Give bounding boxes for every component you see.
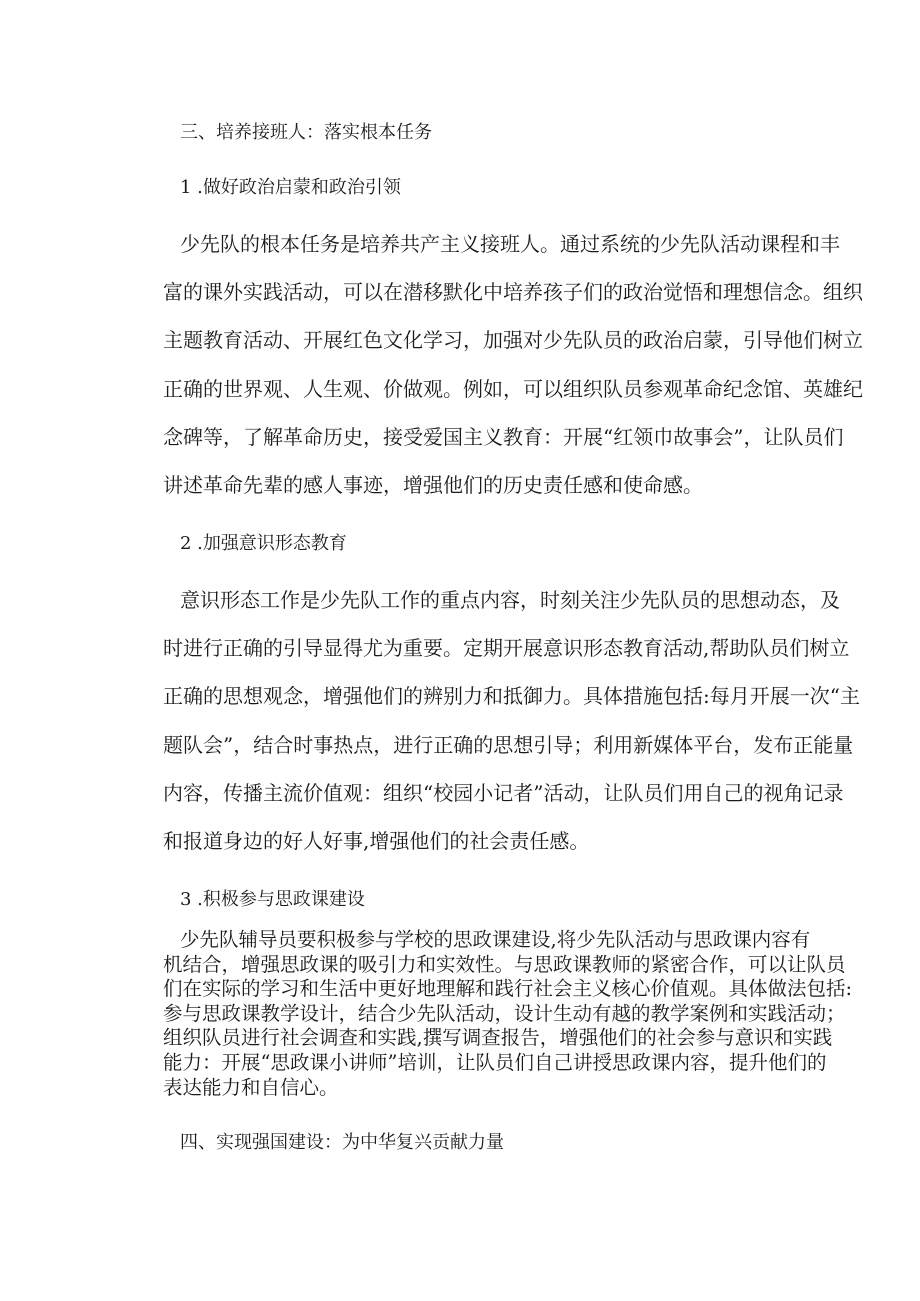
paragraph-line: 题队会”，结合时事热点，进行正确的思想引导；利用新媒体平台，发布正能量 [163, 732, 854, 757]
paragraph-line: 少先队辅导员要积极参与学校的思政课建设,将少先队活动与思政课内容有 [180, 928, 811, 951]
paragraph-line: 正确的思想观念，增强他们的辨别力和抵御力。具体措施包括:每月开展一次“主 [163, 684, 860, 709]
paragraph-line: 讲述革命先辈的感人事迹，增强他们的历史责任感和使命感。 [163, 472, 703, 497]
paragraph-line: 念碑等，了解革命历史，接受爱国主义教育：开展“红领巾故事会”，让队员们 [163, 424, 844, 449]
paragraph-line: 机结合，增强思政课的吸引力和实效性。与思政课教师的紧密合作，可以让队员 [163, 952, 846, 976]
paragraph-line: 能力：开展“思政课小讲师”培训，让队员们自己讲授思政课内容，提升他们的 [163, 1050, 827, 1074]
paragraph-3 [163, 928, 853, 1100]
subheading-2: 2 .加强意识形态教育 [180, 533, 347, 554]
subheading-3: 3 .积极参与思政课建设 [180, 889, 365, 910]
paragraph-line: 表达能力和自信心。 [163, 1075, 339, 1099]
paragraph-line: 和报道身边的好人好事,增强他们的社会责任感。 [163, 828, 590, 853]
paragraph-line: 参与思政课教学设计，结合少先队活动，设计生动有越的教学案例和实践活动； [163, 1001, 846, 1025]
paragraph-1 [163, 232, 863, 521]
paragraph-line: 内容，传播主流价值观：组织“校园小记者”活动，让队员们用自己的视角记录 [163, 780, 844, 805]
paragraph-line: 富的课外实践活动，可以在潜移默化中培养孩子们的政治觉悟和理想信念。组织 [163, 280, 863, 305]
section-heading-3: 三、培养接班人：落实根本任务 [180, 122, 432, 143]
paragraph-2 [163, 588, 860, 877]
paragraph-line: 意识形态工作是少先队工作的重点内容，时刻关注少先队员的思想动态，及 [180, 588, 840, 612]
paragraph-line: 时进行正确的引导显得尤为重要。定期开展意识形态教育活动,帮助队员们树立 [163, 636, 850, 661]
subheading-1: 1 .做好政治启蒙和政治引领 [180, 177, 401, 198]
paragraph-line: 主题教育活动、开展红色文化学习，加强对少先队员的政治启蒙，引导他们树立 [163, 328, 863, 353]
paragraph-line: 们在实际的学习和生活中更好地理解和践行社会主义核心价值观。具体做法包括: [163, 977, 853, 1001]
section-heading-4: 四、实现强国建设：为中华复兴贡献力量 [180, 1132, 504, 1153]
paragraph-line: 正确的世界观、人生观、价做观。例如，可以组织队员参观革命纪念馆、英雄纪 [163, 376, 863, 401]
paragraph-line: 少先队的根本任务是培养共产主义接班人。通过系统的少先队活动课程和丰 [180, 232, 840, 256]
paragraph-line: 组织队员进行社会调查和实践,撰写调查报告，增强他们的社会参与意识和实践 [163, 1026, 833, 1050]
